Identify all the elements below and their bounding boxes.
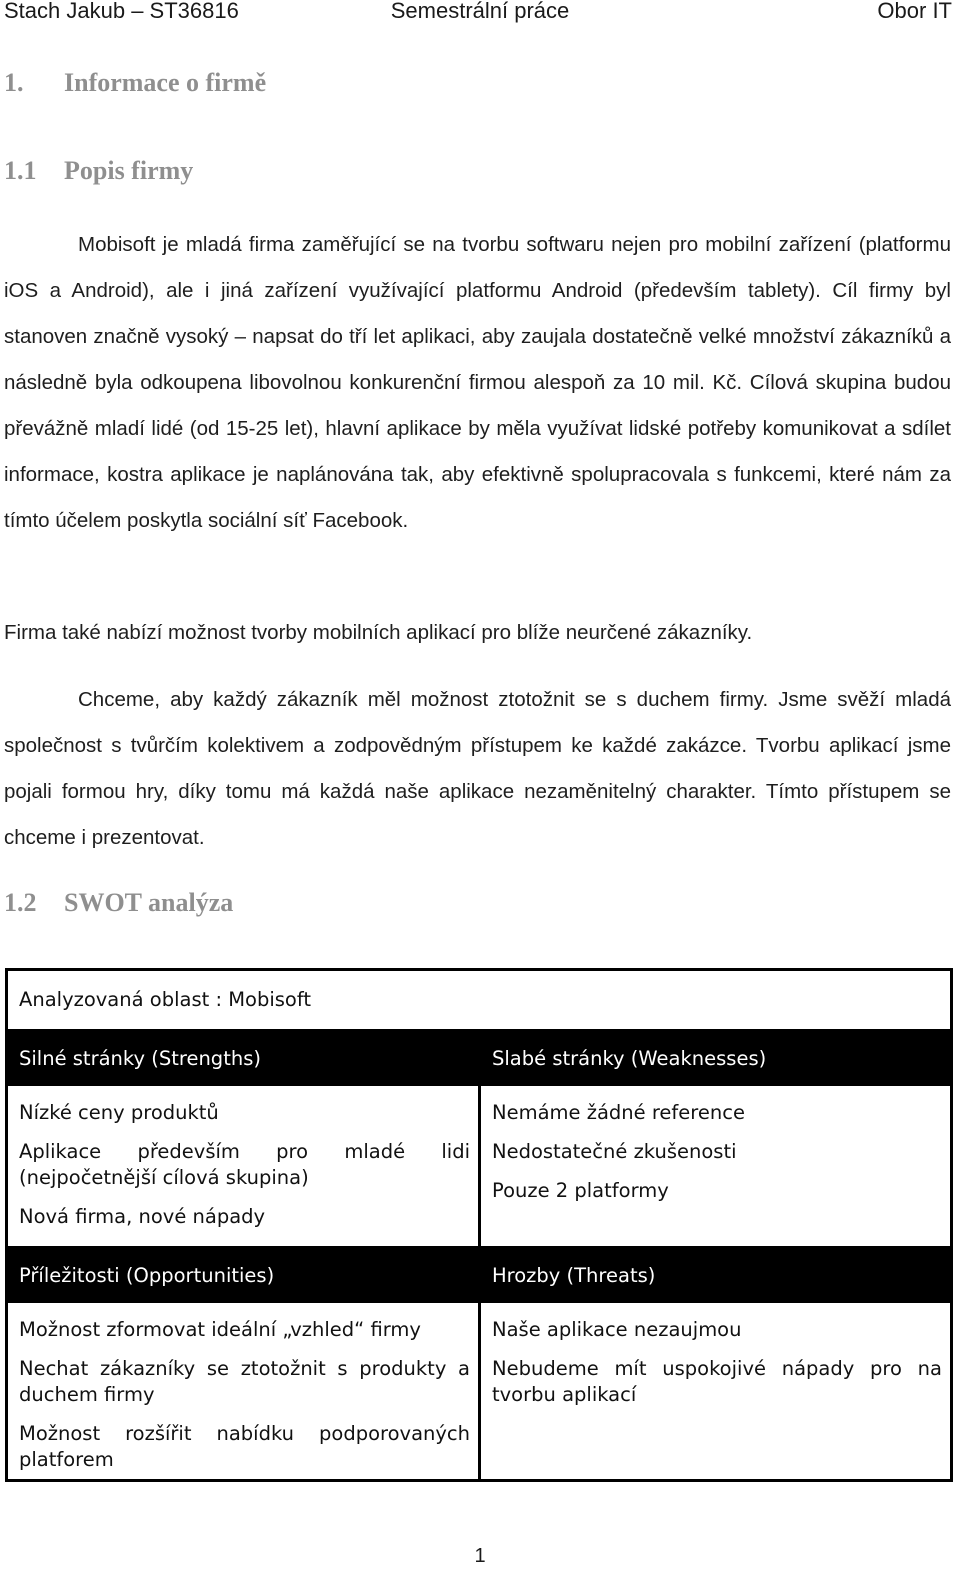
header-author: Stach Jakub – ST36816 xyxy=(4,0,239,23)
list-item: Nebudeme mít uspokojivé nápady pro na tvorbu aplikací xyxy=(492,1357,942,1406)
strengths-header: Silné stránky (Strengths) xyxy=(8,1032,478,1086)
list-item: Nedostatečné zkušenosti xyxy=(492,1140,737,1163)
heading-section-1 xyxy=(4,68,266,98)
opportunities-header: Příležitosti (Opportunities) xyxy=(8,1249,478,1303)
swot-table xyxy=(5,968,953,1482)
paragraph-mission: Chceme, aby každý zákazník měl možnost ztotožnit se s duchem firmy. Jsme svěží mladá společnost s tvůrčím kolektivem a zodpovědným přístupem ke každé zakázce. Tvorbu aplikací jsme pojali formou hry, díky tomu má každá naše aplikace nezaměnitelný charakter. Tímto přístupem se chceme i prezentovat. xyxy=(4,688,951,849)
heading-number: 1. xyxy=(4,68,24,97)
page-number: 1 xyxy=(474,1545,486,1567)
heading-title: Informace o firmě xyxy=(64,68,267,97)
swot-title: Analyzovaná oblast : Mobisoft xyxy=(19,988,312,1011)
heading-number: 1.2 xyxy=(4,888,37,917)
list-item: Nechat zákazníky se ztotožnit s produkty a duchem firmy xyxy=(19,1357,470,1406)
header-field: Obor IT xyxy=(877,0,952,23)
opportunities-list xyxy=(8,1303,478,1479)
heading-title: Popis firmy xyxy=(64,156,194,185)
list-item: Aplikace především pro mladé lidi (nejpočetnější cílová skupina) xyxy=(19,1140,470,1189)
paragraph-offer: Firma také nabízí možnost tvorby mobilních aplikací pro blíže neurčené zákazníky. xyxy=(4,621,753,644)
threats-list xyxy=(481,1303,950,1479)
threats-header: Hrozby (Threats) xyxy=(481,1249,950,1303)
list-item: Nová firma, nové nápady xyxy=(19,1205,266,1228)
weaknesses-list xyxy=(481,1086,950,1246)
list-item: Nemáme žádné reference xyxy=(492,1101,745,1124)
heading-number: 1.1 xyxy=(4,156,37,185)
list-item: Naše aplikace nezaujmou xyxy=(492,1318,742,1341)
list-item: Nízké ceny produktů xyxy=(19,1101,219,1124)
paragraph-company-description: Mobisoft je mladá firma zaměřující se na tvorbu softwaru nejen pro mobilní zařízení (platformu iOS a Android), ale i jiná zařízení využívající platformu Android (především tablety). Cíl firmy byl stanoven značně vysoký – napsat do tří let aplikaci, aby zaujala dostatečně velké množství zákazníků a následně byla odkoupena libovolnou konkurenční firmou alespoň za 10 mil. Kč. Cílová skupina budou převážně mladí lidé (od 15-25 let), hlavní aplikace by měla využívat lidské potřeby komunikovat a sdílet informace, kostra aplikace je naplánována tak, aby efektivně spolupracovala s funkcemi, které nám za tímto účelem poskytla sociální síť Facebook. xyxy=(4,233,951,532)
list-item: Možnost rozšířit nabídku podporovaných platforem xyxy=(19,1422,470,1471)
list-item: Pouze 2 platformy xyxy=(492,1179,669,1202)
table-column-divider xyxy=(478,1032,481,1479)
strengths-list xyxy=(8,1086,478,1246)
list-item: Možnost zformovat ideální „vzhled“ firmy xyxy=(19,1318,421,1341)
header-document-type: Semestrální práce xyxy=(390,0,570,23)
heading-section-1-1 xyxy=(4,156,193,186)
heading-section-1-2 xyxy=(4,888,233,918)
heading-title: SWOT analýza xyxy=(64,888,234,917)
weaknesses-header: Slabé stránky (Weaknesses) xyxy=(481,1032,950,1086)
